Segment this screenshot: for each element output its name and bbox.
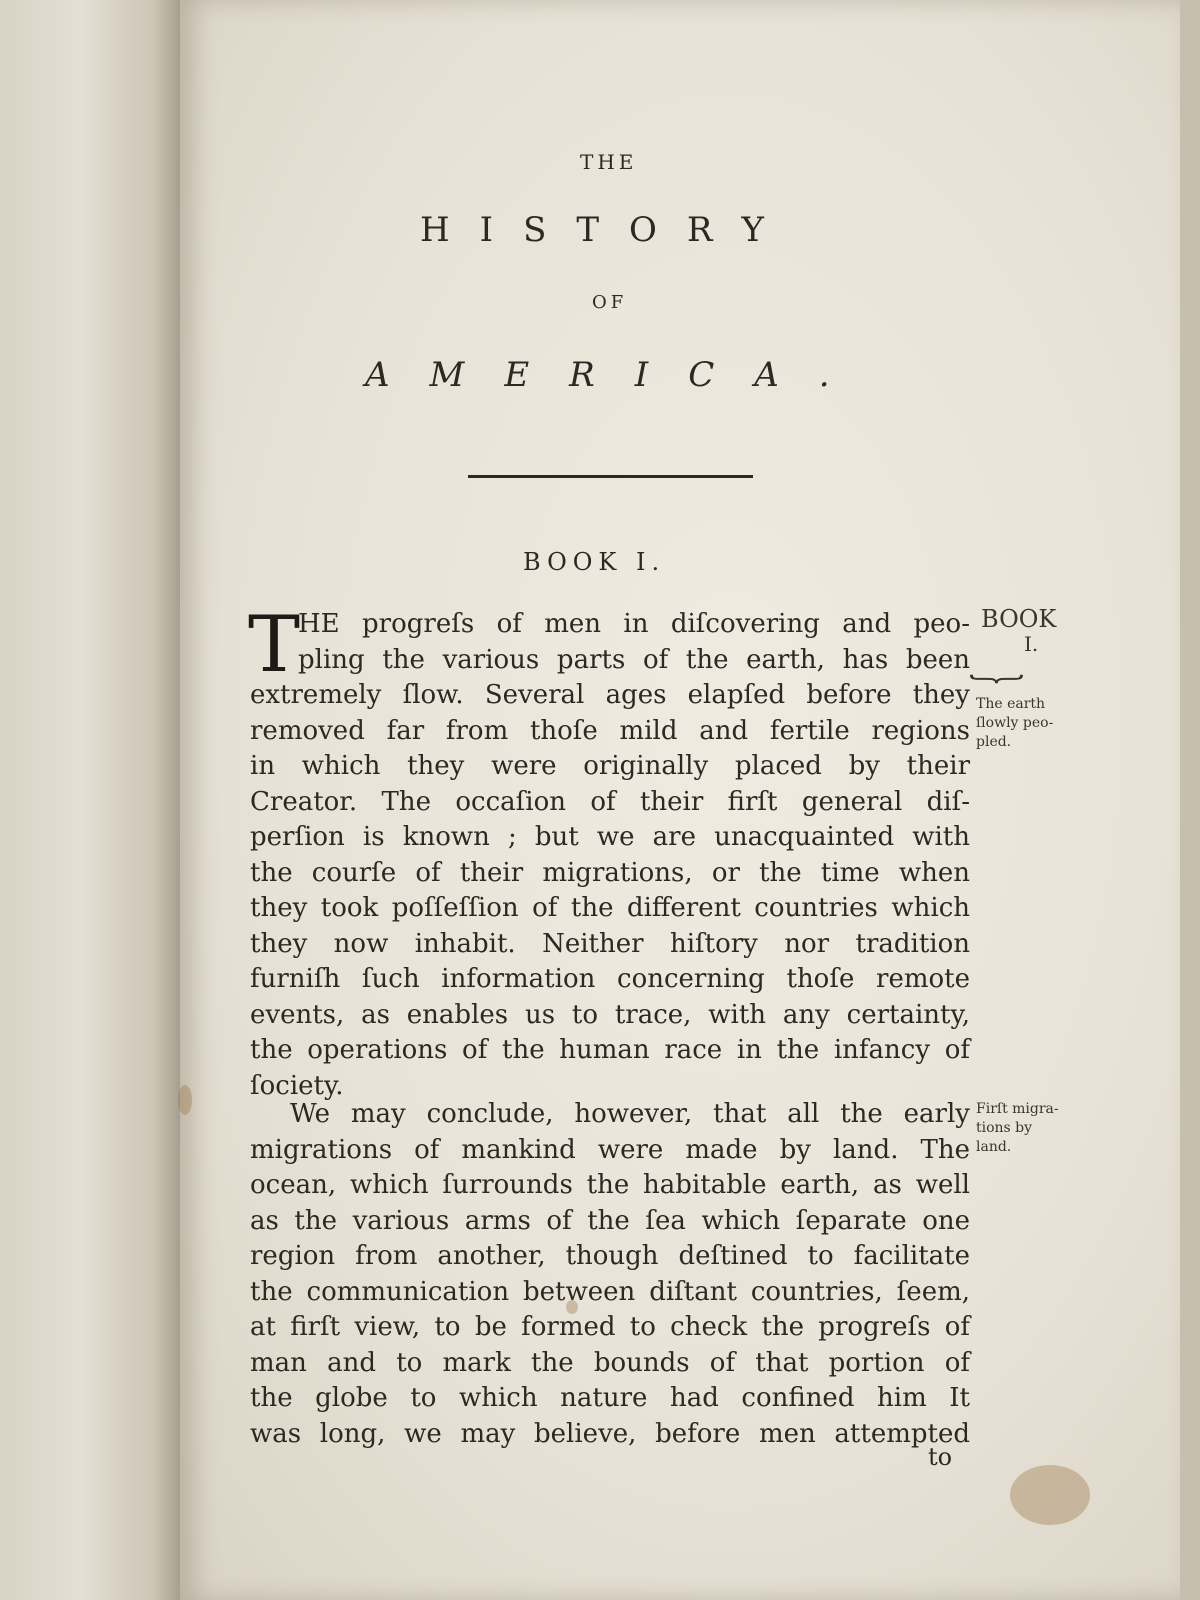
text-line: at firſt view, to be formed to check the progreſs of bbox=[250, 1312, 970, 1342]
paragraph-2 bbox=[250, 1097, 970, 1452]
text-line: ſociety. bbox=[250, 1070, 344, 1101]
book-gutter bbox=[0, 0, 180, 1600]
text-line: events, as enables us to trace, with any certainty, bbox=[250, 999, 970, 1030]
title-america: AMERICA. bbox=[365, 355, 870, 395]
text-line: extremely ſlow. Several ages elapſed before they bbox=[250, 680, 970, 710]
text-line: migrations of mankind were made by land. The bbox=[250, 1134, 970, 1165]
paragraph-1 bbox=[248, 600, 970, 1104]
text-line: the operations of the human race in the infancy of bbox=[250, 1035, 970, 1065]
drop-cap: T bbox=[248, 600, 301, 690]
text-line: Creator. The occaſion of their firſt general diſ- bbox=[250, 786, 970, 817]
margin-note-migrations bbox=[976, 1100, 1059, 1157]
text-line: perſion is known ; but we are unacquainted with bbox=[250, 822, 970, 852]
page-edge bbox=[1180, 0, 1200, 1600]
text-line: removed far from thoſe mild and fertile regions bbox=[250, 715, 970, 746]
title-history: HISTORY bbox=[420, 210, 794, 250]
brace-ornament: } bbox=[963, 672, 1029, 686]
title-rule bbox=[468, 475, 753, 478]
text-line: furniſh ſuch information concerning thoſe remote bbox=[250, 964, 970, 994]
text-line: they took poſſeſſion of the different countries which bbox=[250, 893, 970, 923]
catchword: to bbox=[928, 1443, 953, 1471]
text-line: HE progreſs of men in diſcovering and peo- bbox=[298, 609, 970, 639]
text-line: region from another, though deſtined to facilitate bbox=[250, 1241, 970, 1271]
margin-book-label: BOOK bbox=[981, 605, 1057, 633]
margin-note-earth bbox=[976, 695, 1053, 752]
text-line: the courſe of their migrations, or the time when bbox=[250, 857, 970, 888]
text-line: ocean, which ſurrounds the habitable earth, as well bbox=[250, 1170, 970, 1200]
text-line: pling the various parts of the earth, has been bbox=[298, 644, 970, 675]
text-line: as the various arms of the ſea which ſeparate one bbox=[250, 1205, 970, 1236]
margin-note-line: ſlowly peo- bbox=[976, 715, 1054, 731]
text-line: was long, we may believe, before men attempted bbox=[250, 1418, 970, 1449]
foxing-stain bbox=[1010, 1465, 1090, 1525]
text-line: they now inhabit. Neither hiſtory nor tradition bbox=[250, 928, 970, 959]
text-line: man and to mark the bounds of that portion of bbox=[250, 1347, 970, 1378]
text-line: the communication between diſtant countries, ſeem, bbox=[250, 1276, 970, 1307]
margin-note-line: pled. bbox=[976, 734, 1012, 750]
margin-book-number: I. bbox=[1024, 632, 1039, 656]
book-heading: BOOK I. bbox=[523, 548, 666, 576]
margin-note-line: land. bbox=[976, 1139, 1012, 1155]
margin-note-line: The earth bbox=[976, 696, 1046, 712]
title-the: THE bbox=[580, 150, 638, 174]
foxing-stain bbox=[178, 1085, 192, 1115]
text-line: We may conclude, however, that all the early bbox=[290, 1099, 970, 1129]
text-line: the globe to which nature had confined him It bbox=[250, 1383, 970, 1413]
margin-note-line: Firſt migra- bbox=[976, 1101, 1059, 1117]
margin-note-line: tions by bbox=[976, 1120, 1033, 1136]
title-of: OF bbox=[592, 292, 628, 313]
text-line: in which they were originally placed by their bbox=[250, 751, 970, 781]
